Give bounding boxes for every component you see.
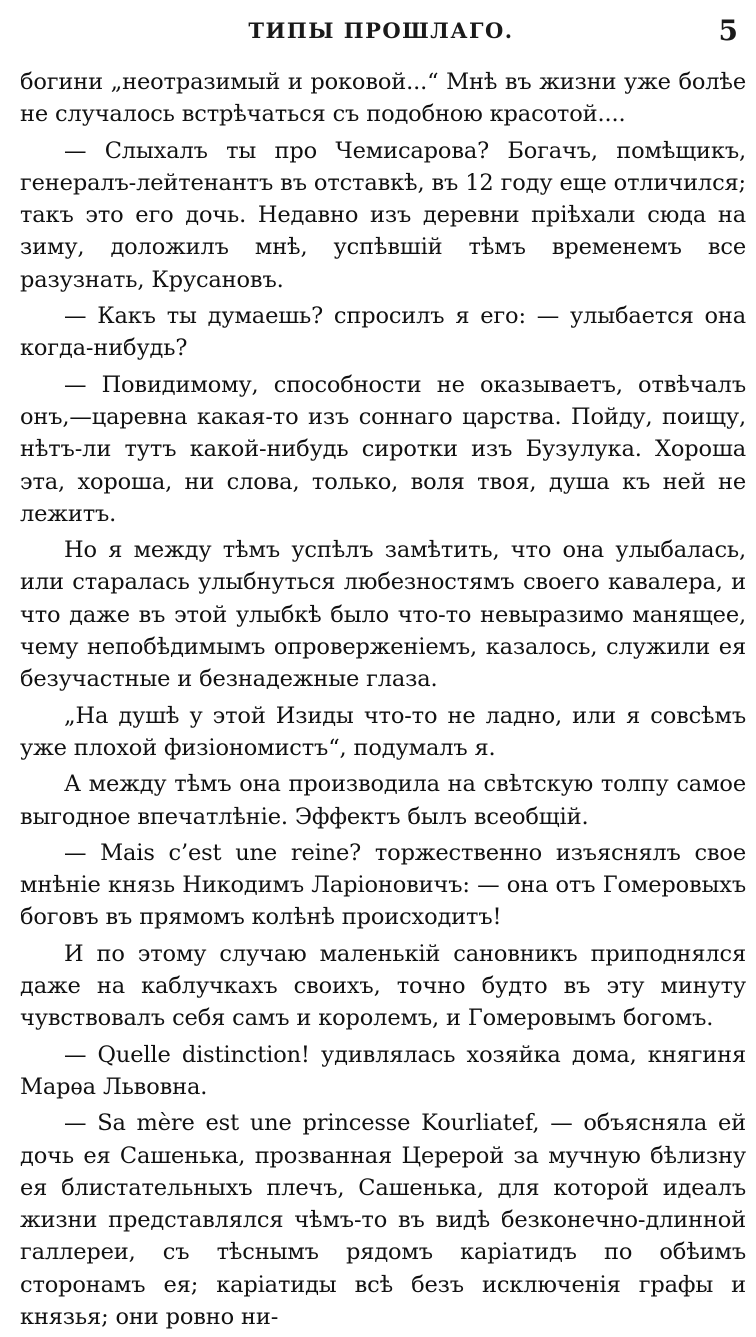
paragraph: А между тѣмъ она производила на свѣтскую толпу самое выгодное впечатлѣніе. Эффектъ былъ всеобщій. bbox=[20, 771, 746, 830]
paragraph: — Повидимому, способности не оказываетъ, отвѣчалъ онъ,—царевна какая-то изъ соннаго царства. Пойду, поищу, нѣтъ-ли тутъ какой-нибудь сиротки изъ Бузулука. Хороша эта, хороша, ни слова, только, воля твоя, душа къ ней не лежитъ. bbox=[20, 371, 746, 527]
paragraph: — Какъ ты думаешь? спросилъ я его: — улыбается она когда-нибудь? bbox=[20, 303, 746, 362]
paragraph: — Sa mère est une princesse Kourliatef, — объясняла ей дочь ея Сашенька, прозванная Церерой за мучную бѣлизну ея блистательныхъ плечъ, Сашенька, для которой идеалъ жизни представлялся чѣмъ-то въ видѣ безконечно-длинной галлереи, съ тѣснымъ рядомъ каріатидъ по обѣимъ сторонамъ ея; каріатиды всѣ безъ исключенія графы и князья; они ровно ни- bbox=[20, 1110, 746, 1330]
paragraph: „На душѣ у этой Изиды что-то не ладно, или я совсѣмъ уже плохой физіономистъ“, подумалъ я. bbox=[20, 702, 746, 761]
paragraph: богини „неотразимый и роковой...“ Мнѣ въ жизни уже болѣе не случалось встрѣчаться съ подобною красотой.... bbox=[20, 69, 746, 128]
paragraph: — Mais c’est une reine? торжественно изъяснялъ свое мнѣніе князь Никодимъ Ларіоновичъ: — она отъ Гомеровыхъ боговъ въ прямомъ колѣнѣ происходитъ! bbox=[20, 839, 746, 931]
paragraph: — Слыхалъ ты про Чемисарова? Богачъ, помѣщикъ, генералъ-лейтенантъ въ отставкѣ, въ 12 году еще отличился; такъ это его дочь. Недавно изъ деревни пріѣхали сюда на зиму, доложилъ мнѣ, успѣвшій тѣмъ временемъ все разузнать, Крусановъ. bbox=[20, 137, 746, 293]
paragraph: — Quelle distinction! удивлялась хозяйка дома, княгиня Марѳа Львовна. bbox=[20, 1041, 746, 1100]
paragraph: Но я между тѣмъ успѣлъ замѣтить, что она улыбалась, или старалась улыбнуться любезностямъ своего кавалера, и что даже въ этой улыбкѣ было что-то невыразимо манящее, чему непобѣдимымъ опроверженіемъ, казалось, служили ея безучастные и безнадежные глаза. bbox=[20, 537, 746, 693]
paragraph: И по этому случаю маленькій сановникъ приподнялся даже на каблучкахъ своихъ, точно будто въ эту минуту чувствовалъ себя самъ и королемъ, и Гомеровымъ богомъ. bbox=[20, 940, 746, 1032]
body-text bbox=[20, 66, 746, 1337]
running-title: ТИПЫ ПРОШЛАГО. bbox=[248, 18, 514, 43]
page-number: 5 bbox=[718, 14, 738, 47]
running-head bbox=[20, 14, 742, 50]
